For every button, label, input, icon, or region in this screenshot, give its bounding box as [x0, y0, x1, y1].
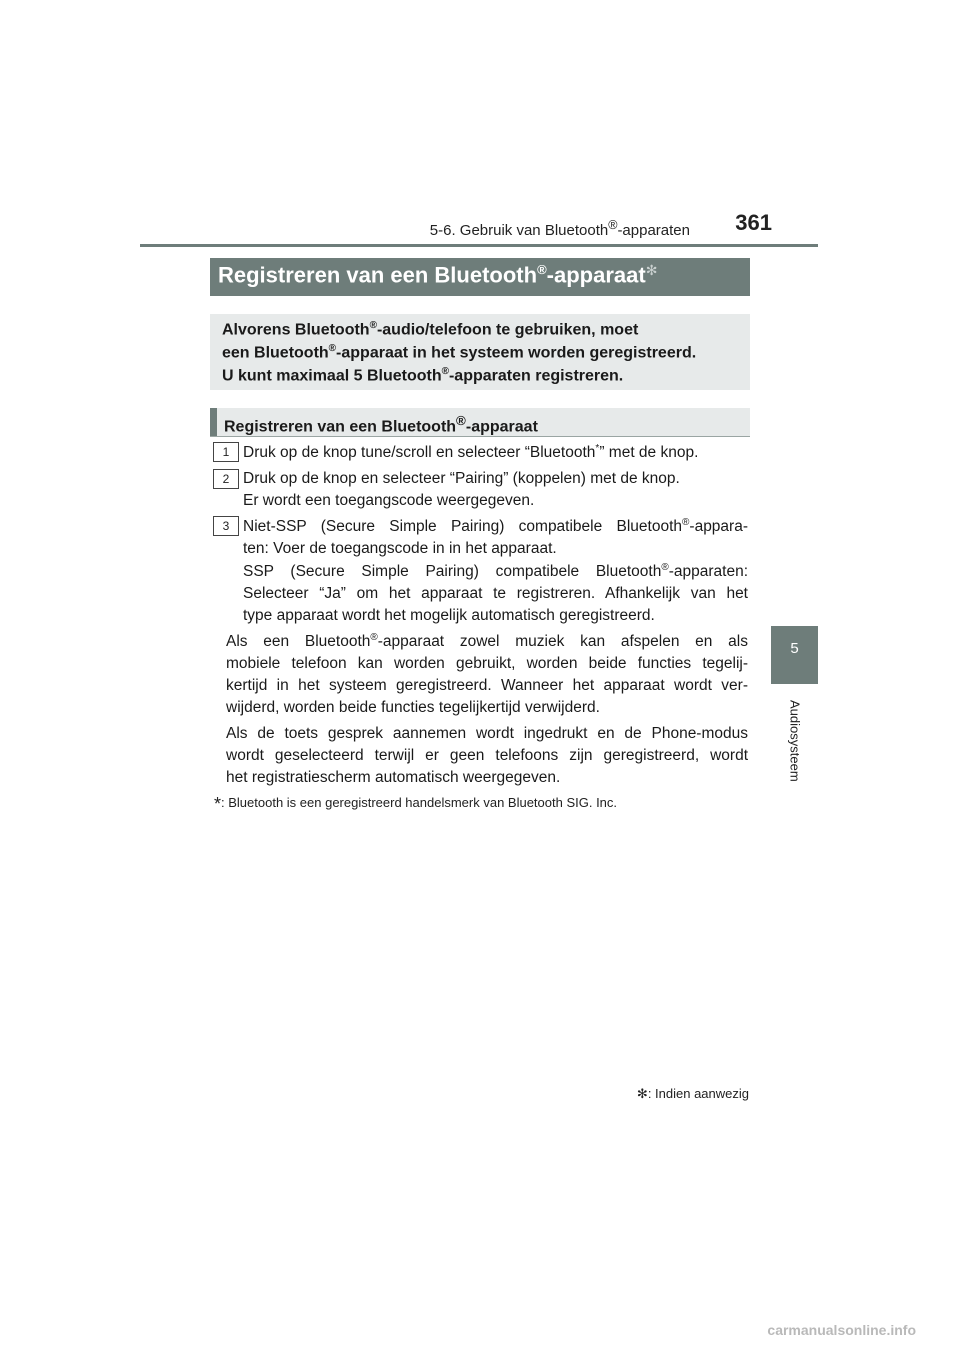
page-header — [140, 210, 818, 246]
paragraph-2-line-1: Als de toets gesprek aannemen wordt ingedrukt en de Phone-modus — [226, 725, 748, 742]
paragraph-1-line-1: Als een Bluetooth®-apparaat zowel muziek kan afspelen en als — [226, 632, 748, 651]
chapter-number: 5 — [790, 640, 799, 657]
step-1-text: Druk op de knop tune/scroll en selecteer “Bluetooth*” met de knop. — [243, 443, 699, 462]
step-number-1: 1 — [213, 442, 239, 462]
step-3-line-5: type apparaat wordt het mogelijk automatisch geregistreerd. — [243, 607, 655, 624]
step-3-line-4: Selecteer “Ja” om het apparaat te registreren. Afhankelijk van het — [243, 585, 748, 602]
step-number-2: 2 — [213, 469, 239, 489]
paragraph-1-line-2: mobiele telefoon kan worden gebruikt, worden beide functies tegelij- — [226, 655, 748, 672]
intro-line-3: U kunt maximaal 5 Bluetooth®-apparaten registreren. — [222, 366, 624, 385]
chapter-tab — [771, 626, 818, 684]
step-3-line-1: Niet-SSP (Secure Simple Pairing) compatibele Bluetooth®-appara- — [243, 517, 748, 536]
step-2-line-2: Er wordt een toegangscode weergegeven. — [243, 492, 535, 509]
step-2-line-1: Druk op de knop en selecteer “Pairing” (koppelen) met de knop. — [243, 470, 680, 487]
intro-line-1: Alvorens Bluetooth®-audio/telefoon te gebruiken, moet — [222, 320, 639, 339]
step-3-line-3: SSP (Secure Simple Pairing) compatibele Bluetooth®-apparaten: — [243, 562, 748, 581]
subheading: Registreren van een Bluetooth®-apparaat — [224, 413, 538, 436]
section-reference: 5-6. Gebruik van Bluetooth®-apparaten — [429, 218, 690, 239]
intro-box — [210, 314, 750, 390]
page-number: 361 — [735, 210, 772, 235]
section-title: Registreren van een Bluetooth®-apparaat✻ — [218, 262, 658, 288]
paragraph-1-line-3: kertijd in het systeem geregistreerd. Wanneer het apparaat wordt ver- — [226, 677, 748, 694]
step-number-3: 3 — [213, 516, 239, 536]
section-title-bar — [210, 258, 750, 296]
chapter-label: Audiosysteem — [787, 700, 803, 782]
subheading-bar — [210, 408, 750, 437]
availability-note-star-icon: ✻ — [636, 1086, 648, 1101]
subheading-accent — [210, 408, 217, 436]
header-rule — [140, 244, 818, 247]
paragraph-2-line-3: het registratiescherm automatisch weergegeven. — [226, 769, 561, 786]
paragraph-2-line-2: wordt geselecteerd terwijl er geen telefoons zijn geregistreerd, wordt — [226, 747, 748, 764]
availability-note: ✻: Indien aanwezig — [636, 1086, 749, 1101]
watermark: carmanualsonline.info — [767, 1322, 916, 1338]
footnote-star-icon: * — [214, 794, 222, 814]
step-3-line-2: ten: Voer de toegangscode in in het apparaat. — [243, 540, 557, 557]
chapter-label-container — [760, 700, 830, 810]
paragraph-1-line-4: wijderd, worden beide functies tegelijkertijd verwijderd. — [226, 699, 600, 716]
trademark-footnote: *: Bluetooth is een geregistreerd handelsmerk van Bluetooth SIG. Inc. — [214, 794, 618, 814]
availability-star-icon: ✻ — [645, 262, 658, 278]
intro-line-2: een Bluetooth®-apparaat in het systeem worden geregistreerd. — [222, 343, 697, 362]
